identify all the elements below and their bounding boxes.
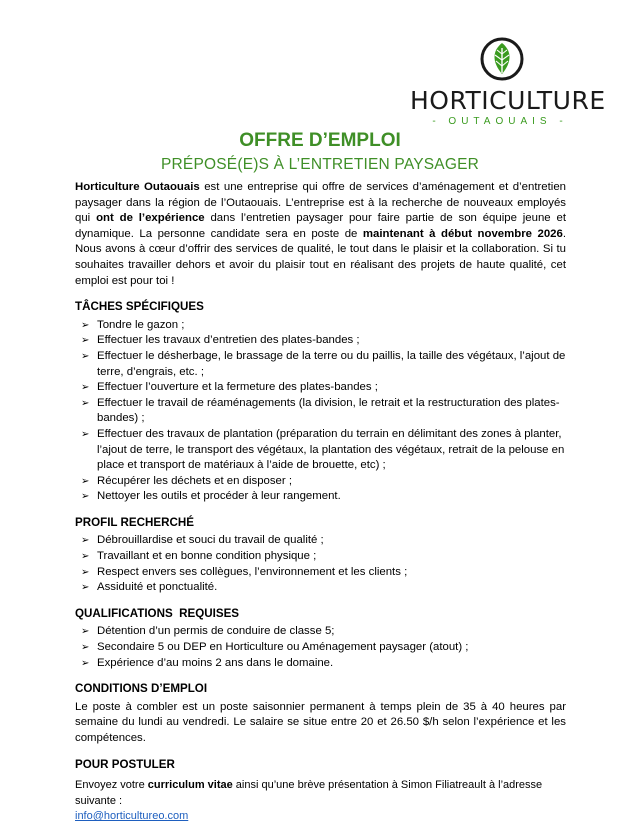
bullet-list	[75, 318, 566, 505]
list-item: ➢ Nettoyer les outils et procéder à leur rangement.	[75, 489, 566, 505]
list-item: ➢ Récupérer les déchets et en disposer ;	[75, 474, 566, 490]
section-heading: PROFIL RECHERCHÉ	[75, 515, 194, 529]
list-item: ➢ Effectuer des travaux de plantation (préparation du terrain en délimitant des zones à planter, l’ajout de terre, le transport des végétaux, la plantation des végétaux, retrait de la pelouse en place et transport de matériaux à l’aide de brouette, etc) ;	[75, 427, 566, 474]
section-heading: TÂCHES SPÉCIFIQUES	[75, 300, 204, 314]
document-body	[75, 180, 566, 825]
list-item: ➢ Effectuer l’ouverture et la fermeture des plates-bandes ;	[75, 380, 566, 396]
section-qualifications	[75, 606, 566, 671]
list-item: ➢ Assiduité et ponctualité.	[75, 580, 566, 596]
email-link[interactable]: info@horticultureo.com	[75, 810, 189, 823]
list-item: ➢ Secondaire 5 ou DEP en Horticulture ou Aménagement paysager (atout) ;	[75, 640, 566, 656]
list-item: ➢ Effectuer le travail de réaménagements (la division, le retrait et la restructuration des plates-bandes) ;	[75, 396, 566, 427]
apply-bold-cv: curriculum vitae	[147, 779, 233, 792]
list-item: ➢ Détention d’un permis de conduire de classe 5;	[75, 624, 566, 640]
apply-text-1: Envoyez votre	[75, 779, 148, 792]
intro-text-2: dans l’entretien paysager pour faire partie de son équipe jeune et dynamique. La personne candidate sera en poste de	[75, 212, 566, 240]
intro-bold-dates: maintenant à début novembre 2026	[362, 227, 563, 240]
bullet-list	[75, 624, 566, 671]
section-conditions	[75, 681, 566, 746]
section-heading: CONDITIONS D’EMPLOI	[75, 682, 208, 696]
leaf-logo-icon	[480, 36, 524, 82]
company-name: Horticulture Outaouais	[75, 181, 200, 193]
intro-text-1: est une entreprise qui offre de services d’aménagement et d’entretien paysager dans la région de l’Outaouais. L’entreprise est à la recherche de nouveaux employés qui	[75, 181, 566, 225]
page-title: OFFRE D’EMPLOI	[239, 130, 401, 151]
job-title: PRÉPOSÉ(E)S À L’ENTRETIEN PAYSAGER	[160, 156, 480, 173]
logo-name: HORTICULTURE	[410, 86, 606, 115]
apply-text-2: ainsi qu’une brève présentation à Simon Filiatreault à l’adresse suivante :	[75, 779, 543, 807]
list-item: ➢ Débrouillardise et souci du travail de qualité ;	[75, 533, 566, 549]
conditions-text: Le poste à combler est un poste saisonnier permanent à temps plein de 35 à 40 heures par semaine du lundi au vendredi. Le salaire se situe entre 20 et 26.50 $/h selon l’expérience et les compétences.	[75, 700, 566, 744]
list-item: ➢ Effectuer le désherbage, le brassage de la terre ou du paillis, la taille des végétaux, l’ajout de terre, d’engrais, etc. ;	[75, 349, 566, 380]
intro-text-3: . Nous avons à cœur d’offrir des services de qualité, le tout dans le plaisir et la collaboration. Si tu souhaites travailler dehors et avoir du plaisir tout en réalisant des projets de haute qualité, cet emploi est pour toi !	[75, 227, 566, 287]
apply-instructions	[75, 778, 566, 809]
section-heading: QUALIFICATIONS REQUISES	[75, 606, 240, 620]
logo-subtitle: - OUTAOUAIS -	[432, 116, 568, 127]
section-taches	[75, 299, 566, 505]
section-heading: POUR POSTULER	[75, 757, 175, 771]
list-item: ➢ Effectuer les travaux d’entretien des plates-bandes ;	[75, 333, 566, 349]
list-item: ➢ Tondre le gazon ;	[75, 318, 566, 334]
list-item: ➢ Respect envers ses collègues, l’environnement et les clients ;	[75, 565, 566, 581]
section-postuler	[75, 757, 566, 825]
intro-paragraph	[75, 180, 566, 289]
list-item: ➢ Travaillant et en bonne condition physique ;	[75, 549, 566, 565]
bullet-list	[75, 533, 566, 595]
list-item: ➢ Expérience d’au moins 2 ans dans le domaine.	[75, 656, 566, 672]
section-profil	[75, 515, 566, 596]
intro-bold-experience: ont de l’expérience	[96, 212, 205, 225]
